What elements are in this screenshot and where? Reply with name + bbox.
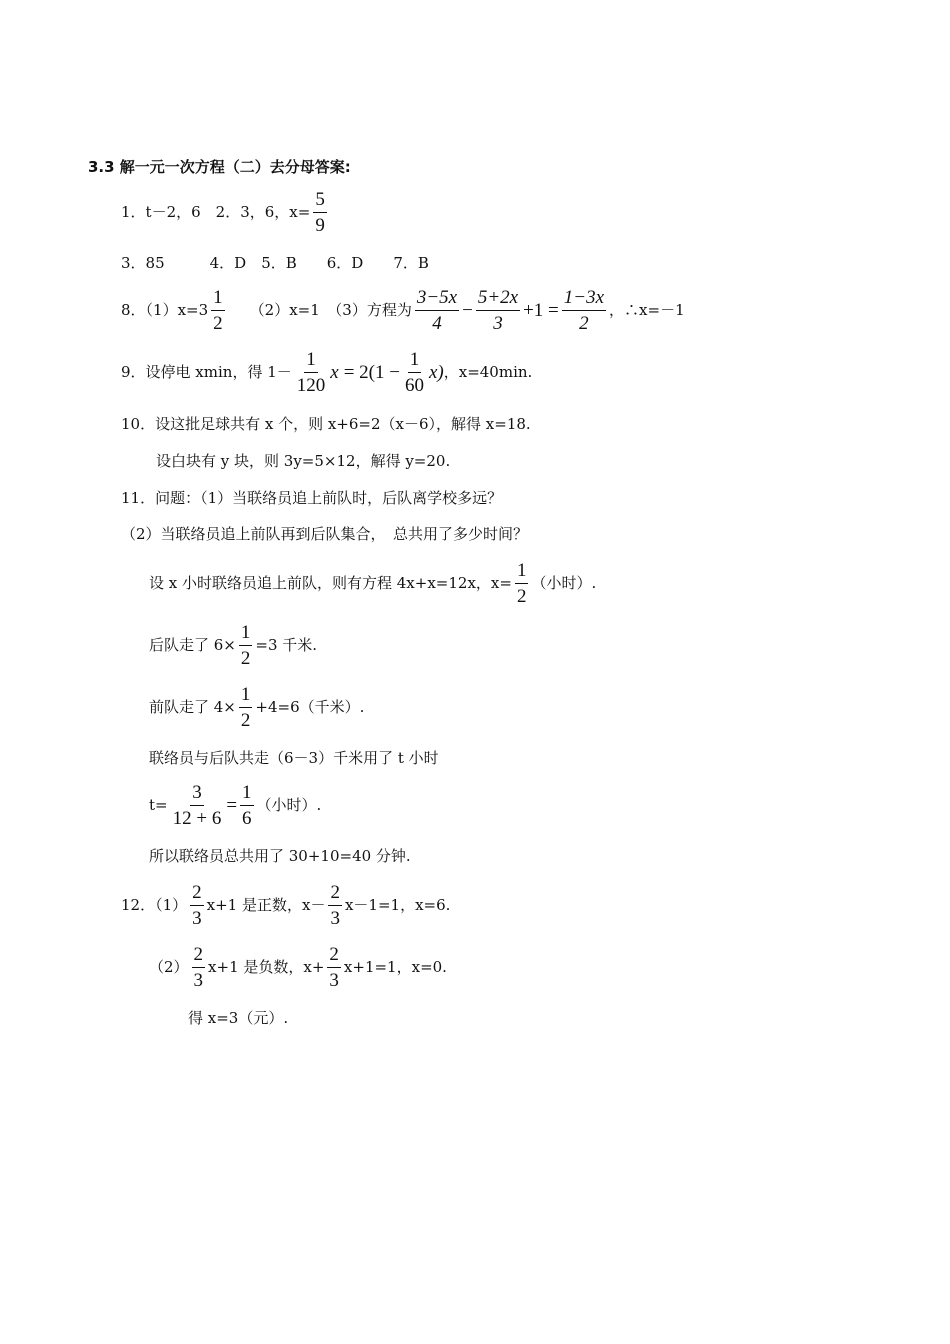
line-1-tail: x－1=1，x=6. [344, 896, 451, 914]
fraction-2-3 [327, 945, 341, 990]
answer-11-line-8: 所以联络员总共用了 30+10=40 分钟. [149, 847, 411, 865]
line-5-result: +4=6（千米）. [255, 698, 365, 716]
answer-12-line-1 [121, 883, 450, 928]
fraction-1-2 [239, 685, 253, 730]
denominator: 3 [330, 908, 340, 929]
line-7-unit: （小时）. [256, 796, 322, 814]
line-3-unit: （小时）. [531, 574, 597, 592]
fraction-1-60 [403, 350, 426, 395]
numerator: 3−5x [415, 288, 459, 311]
denominator: 4 [432, 313, 442, 334]
denominator: 2 [579, 313, 589, 334]
denominator: 2 [213, 313, 223, 334]
fraction-1-2 [211, 288, 225, 333]
minus-sign: − [462, 300, 473, 321]
line-5-text: 前队走了 4× [149, 698, 236, 716]
answer-8-tail: ，∴x=－1 [609, 301, 685, 319]
numerator: 5+2x [476, 288, 520, 311]
answer-10-line-2: 设白块有 y 块，则 3y=5×12，解得 y=20. [156, 452, 451, 470]
answer-11-line-7 [149, 783, 321, 828]
answer-9 [121, 350, 532, 395]
numerator: 1 [240, 783, 254, 806]
denominator: 3 [192, 908, 202, 929]
answer-1-2 [121, 190, 330, 235]
answer-8 [121, 288, 685, 333]
answer-11-line-5 [149, 685, 364, 730]
answer-8-lead: 8．（1）x=3 [121, 301, 209, 319]
numerator: 1 [239, 623, 253, 646]
fraction-2-3 [328, 883, 342, 928]
denominator: 120 [296, 375, 326, 396]
equation-rhs: = 2(1 − [343, 362, 400, 383]
numerator: 2 [327, 945, 341, 968]
numerator: 2 [328, 883, 342, 906]
fraction-2-3 [192, 945, 206, 990]
fraction-1-2 [515, 561, 529, 606]
numerator: 5 [313, 190, 327, 213]
answer-11-line-1: 11．问题：（1）当联络员追上前队时，后队离学校多远？ [121, 489, 503, 507]
numerator: 2 [190, 883, 204, 906]
denominator: 2 [240, 710, 251, 731]
line-1-lead: 12．（1） [121, 896, 188, 914]
answer-12-line-3: 得 x=3（元）. [188, 1009, 289, 1027]
line-3-text: 设 x 小时联络员追上前队，则有方程 4x+x=12x，x= [149, 574, 512, 592]
denominator: 3 [193, 970, 204, 991]
line-1-mid: x+1 是正数，x－ [206, 896, 326, 914]
denominator: 2 [516, 586, 527, 607]
line-2-mid: x+1 是负数，x+ [208, 958, 325, 976]
fraction-2-3 [190, 883, 204, 928]
numerator: 1 [515, 561, 529, 584]
numerator: 1 [304, 350, 318, 373]
answer-9-tail: ，x=40min. [443, 363, 533, 381]
fraction-5-9 [313, 190, 327, 235]
answer-3-7: 3．85 4．D 5．B 6．D 7．B [121, 254, 429, 272]
numerator: 3 [190, 783, 204, 806]
fraction-1-2 [239, 623, 253, 668]
denominator: 9 [315, 215, 325, 236]
numerator: 2 [192, 945, 206, 968]
variable-x: x [330, 362, 339, 383]
fraction-1-3x-over-2 [562, 288, 606, 333]
fraction-3-5x-over-4 [415, 288, 459, 333]
denominator: 60 [404, 375, 424, 396]
denominator: 6 [242, 808, 252, 829]
denominator: 3 [329, 970, 339, 991]
answer-12-line-2 [149, 945, 447, 990]
answer-9-lead: 9．设停电 xmin，得 1－ [121, 363, 292, 381]
page-title: 3.3 解一元一次方程（二）去分母答案: [88, 158, 351, 176]
denominator: 12 + 6 [172, 808, 222, 829]
fraction-1-6 [240, 783, 254, 828]
numerator: 1 [239, 685, 253, 708]
numerator: 1 [408, 350, 422, 373]
line-2-lead: （2） [149, 958, 189, 976]
line-4-result: =3 千米. [255, 636, 318, 654]
numerator: 1−3x [562, 288, 606, 311]
denominator: 2 [240, 648, 251, 669]
line-4-text: 后队走了 6× [149, 636, 236, 654]
variable-x-close: x) [428, 362, 444, 383]
denominator: 3 [493, 313, 503, 334]
line-2-tail: x+1=1，x=0. [343, 958, 447, 976]
line-7-lead: t= [149, 796, 168, 814]
equals-sign: = [226, 795, 238, 816]
answer-1-2-text: 1．t－2，6 2．3，6，x= [121, 203, 311, 221]
answer-8-mid: （2）x=1 （3）方程为 [249, 301, 412, 319]
plus-one-equals: +1 = [523, 300, 559, 321]
answer-11-line-6: 联络员与后队共走（6－3）千米用了 t 小时 [149, 749, 439, 767]
fraction-1-120 [295, 350, 328, 395]
numerator: 1 [211, 288, 225, 311]
fraction-3-over-12-plus-6 [171, 783, 224, 828]
answer-11-line-2: （2）当联络员追上前队再到后队集合， 总共用了多少时间？ [121, 525, 529, 543]
fraction-5-2x-over-3 [476, 288, 520, 333]
answer-11-line-3 [149, 561, 596, 606]
answer-11-line-4 [149, 623, 317, 668]
answer-10-line-1: 10．设这批足球共有 x 个，则 x+6=2（x－6），解得 x=18. [121, 415, 531, 433]
